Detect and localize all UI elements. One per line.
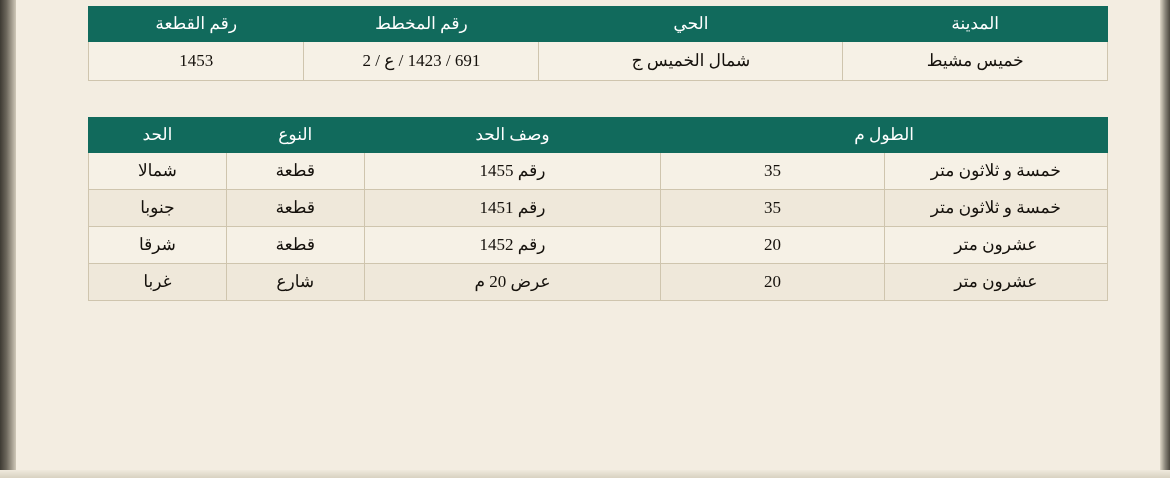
cell-length-number: 35 [661,153,884,190]
page-left-edge-shadow [0,0,16,478]
table-row [89,264,1108,301]
cell-length-words: خمسة و ثلاثون متر [884,153,1107,190]
cell-type: شارع [226,264,364,301]
cell-district: شمال الخميس ج [539,42,843,81]
column-header-boundary-description: وصف الحد [364,118,661,153]
table-header-row [89,7,1108,42]
cell-parcel-number: 1453 [89,42,304,81]
boundaries-table-body [89,153,1108,301]
cell-length-number: 20 [661,264,884,301]
cell-boundary: غربا [89,264,227,301]
cell-boundary: شرقا [89,227,227,264]
page-bottom-edge-shadow [0,470,1170,478]
table-header-row [89,118,1108,153]
column-header-length: الطول م [661,118,1108,153]
cell-type: قطعة [226,153,364,190]
cell-boundary: جنوبا [89,190,227,227]
table-row [89,227,1108,264]
table-row [89,42,1108,81]
column-header-city: المدينة [843,7,1108,42]
cell-length-words: خمسة و ثلاثون متر [884,190,1107,227]
column-header-type: النوع [226,118,364,153]
table-row [89,190,1108,227]
cell-boundary-description: رقم 1452 [364,227,661,264]
column-header-boundary: الحد [89,118,227,153]
column-header-district: الحي [539,7,843,42]
cell-length-words: عشرون متر [884,227,1107,264]
cell-boundary-description: رقم 1451 [364,190,661,227]
document-content [88,6,1108,301]
column-header-parcel-number: رقم القطعة [89,7,304,42]
cell-boundary-description: عرض 20 م [364,264,661,301]
cell-length-words: عشرون متر [884,264,1107,301]
parcel-info-table [88,6,1108,81]
page-right-edge-shadow [1160,0,1170,478]
parcel-info-table-head [89,7,1108,42]
cell-city: خميس مشيط [843,42,1108,81]
boundaries-table-head [89,118,1108,153]
table-row [89,153,1108,190]
column-header-plan-number: رقم المخطط [304,7,539,42]
cell-type: قطعة [226,190,364,227]
cell-length-number: 20 [661,227,884,264]
cell-plan-number: 691 / 1423 / ع / 2 [304,42,539,81]
cell-length-number: 35 [661,190,884,227]
boundaries-table [88,117,1108,301]
parcel-info-table-body [89,42,1108,81]
cell-boundary-description: رقم 1455 [364,153,661,190]
cell-boundary: شمالا [89,153,227,190]
cell-type: قطعة [226,227,364,264]
